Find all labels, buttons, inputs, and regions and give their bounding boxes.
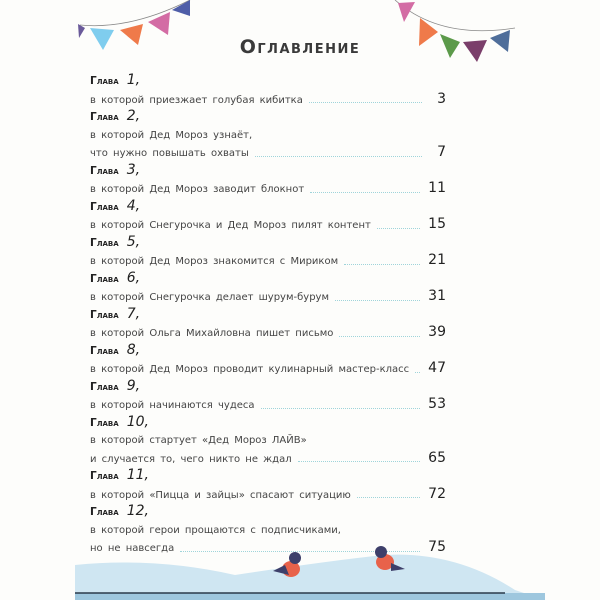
page-number: 53 — [428, 396, 446, 412]
chapter-title-text: в которой Дед Мороз узнаёт, — [90, 129, 253, 141]
toc-entry — [90, 270, 446, 306]
chapter-word: Глава — [90, 470, 119, 482]
toc-entry — [90, 467, 446, 503]
chapter-number: 12, — [126, 503, 149, 519]
chapter-number: 5, — [126, 233, 141, 250]
chapter-number: 6, — [126, 269, 141, 286]
chapter-number: 7, — [126, 305, 141, 322]
chapter-word: Глава — [90, 272, 119, 285]
winter-scene-illustration — [75, 535, 545, 600]
chapter-title-text: в которой «Пицца и зайцы» спасают ситуацию — [90, 489, 351, 501]
page-number: 7 — [437, 144, 446, 160]
chapter-number: 9, — [126, 377, 141, 394]
chapter-number: 10, — [126, 413, 149, 430]
chapter-word: Глава — [90, 416, 119, 429]
dotted-leader — [309, 101, 422, 103]
chapter-title-line — [90, 288, 446, 306]
chapter-title-text: в которой Ольга Михайловна пишет письмо — [90, 328, 334, 339]
chapter-label — [90, 108, 446, 127]
toc-entry — [90, 414, 446, 468]
chapter-title-line — [90, 144, 446, 162]
chapter-word: Глава — [90, 308, 119, 321]
dotted-leader — [298, 460, 421, 462]
chapter-title-line — [90, 91, 446, 109]
page-title: Оглавление — [239, 36, 361, 58]
chapter-number: 11, — [126, 467, 149, 483]
chapter-title-text: и случается то, чего никто не ждал — [90, 453, 292, 465]
chapter-title-line — [90, 486, 446, 504]
toc-entry — [90, 378, 446, 414]
toc-entry — [90, 342, 446, 378]
chapter-number: 1, — [126, 72, 141, 88]
chapter-number: 8, — [126, 341, 141, 358]
chapter-word: Глава — [90, 164, 119, 177]
dotted-leader — [310, 191, 420, 193]
page-number: 39 — [428, 324, 446, 340]
page-number: 65 — [428, 449, 446, 466]
chapter-title-line — [90, 252, 446, 270]
chapter-title-text: в которой приезжает голубая кибитка — [90, 94, 303, 106]
chapter-word: Глава — [90, 111, 119, 123]
chapter-word: Глава — [90, 506, 119, 518]
toc-entry — [90, 198, 446, 234]
chapter-number: 4, — [126, 197, 141, 214]
chapter-title-text: в которой Дед Мороз проводит кулинарный мастер-класс — [90, 364, 410, 375]
chapter-title-text: в которой начинаются чудеса — [90, 400, 255, 411]
dotted-leader — [339, 335, 420, 337]
chapter-word: Глава — [90, 344, 119, 357]
toc-entry — [90, 306, 446, 342]
chapter-title-text: в которой Снегурочка и Дед Мороз пилят контент — [90, 220, 371, 231]
toc-entry — [90, 234, 446, 270]
page-number: 47 — [428, 360, 446, 376]
chapter-number: 3, — [126, 161, 141, 178]
page-number: 11 — [428, 180, 446, 196]
chapter-number: 2, — [126, 108, 141, 124]
bunting-decoration — [0, 0, 600, 70]
chapter-label — [90, 234, 446, 253]
chapter-title-line — [90, 127, 446, 145]
toc-entry — [90, 72, 446, 108]
chapter-word: Глава — [90, 380, 119, 393]
page-number: 15 — [428, 216, 446, 232]
chapter-title-line — [90, 180, 446, 198]
table-of-contents — [90, 72, 446, 557]
toc-entry — [90, 108, 446, 162]
chapter-word: Глава — [90, 200, 119, 213]
chapter-label — [90, 198, 446, 217]
page-number: 75 — [428, 539, 446, 555]
chapter-title-text: в которой Дед Мороз знакомится с Мириком — [90, 256, 339, 267]
chapter-label — [90, 503, 446, 522]
page-number: 3 — [437, 90, 446, 107]
dotted-leader — [344, 263, 420, 265]
chapter-label — [90, 378, 446, 397]
chapter-title-text: но не навсегда — [90, 543, 175, 554]
dotted-leader — [335, 299, 420, 301]
chapter-label — [90, 306, 446, 325]
chapter-label — [90, 414, 446, 433]
chapter-title-text: что нужно повышать охваты — [90, 148, 249, 159]
dotted-leader — [357, 496, 420, 498]
chapter-label — [90, 467, 446, 486]
toc-entry — [90, 162, 446, 198]
page-number: 21 — [428, 252, 446, 268]
chapter-word: Глава — [90, 236, 119, 249]
page-number: 72 — [428, 485, 446, 502]
chapter-label — [90, 270, 446, 289]
dotted-leader — [377, 227, 420, 229]
chapter-title-line — [90, 396, 446, 414]
dotted-leader — [261, 407, 421, 409]
chapter-title-line — [90, 324, 446, 342]
chapter-title-line — [90, 216, 446, 234]
chapter-word: Глава — [90, 75, 119, 87]
chapter-title-text: в которой Снегурочка делает шурум-бурум — [90, 292, 330, 303]
chapter-title-line — [90, 450, 446, 468]
chapter-title-line — [90, 360, 446, 378]
chapter-title-text: в которой герои прощаются с подписчиками, — [90, 524, 341, 536]
chapter-label — [90, 342, 446, 361]
chapter-title-line — [90, 432, 446, 450]
chapter-title-text: в которой Дед Мороз заводит блокнот — [90, 184, 305, 195]
dotted-leader — [415, 371, 420, 373]
chapter-title-text: в которой стартует «Дед Мороз ЛАЙВ» — [90, 435, 307, 446]
dotted-leader — [255, 155, 422, 157]
page-number: 31 — [428, 288, 446, 304]
chapter-label — [90, 162, 446, 181]
chapter-label — [90, 72, 446, 91]
